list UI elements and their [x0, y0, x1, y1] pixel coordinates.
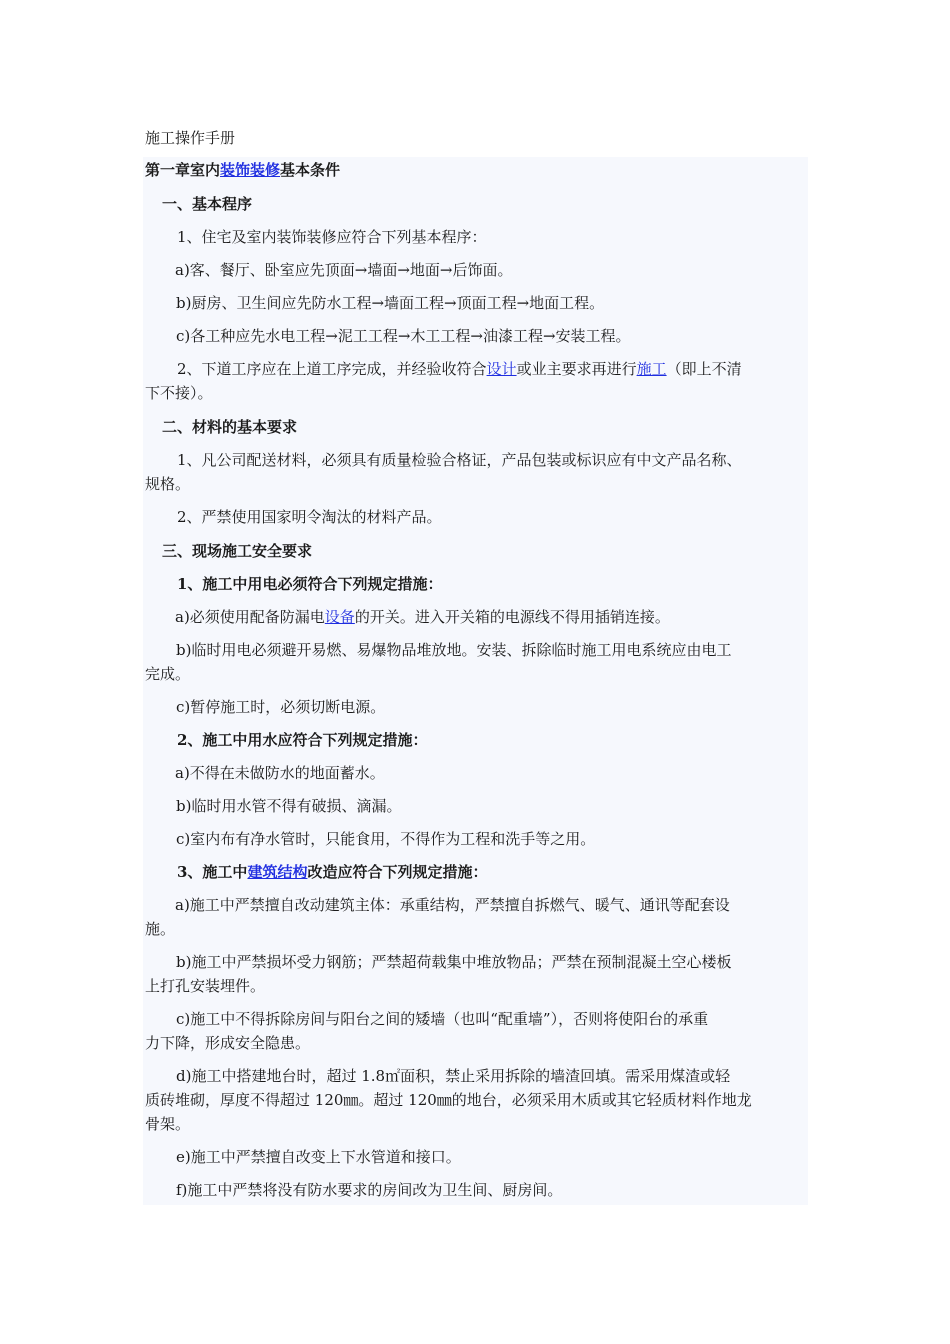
paragraph: b)临时用电必须避开易燃、易爆物品堆放地。安装、拆除临时施工用电系统应由电工	[176, 641, 732, 659]
paragraph-continuation: 施。	[145, 920, 176, 938]
chapter-heading-text-end: 基本条件	[280, 161, 341, 179]
link-sheji[interactable]: 设计	[486, 360, 517, 378]
section-heading-site-safety: 三、现场施工安全要求	[162, 542, 313, 560]
content-panel	[143, 157, 808, 1205]
link-shebei[interactable]: 设备	[324, 608, 355, 626]
paragraph	[145, 357, 808, 381]
paragraph-text: a)必须使用配备防漏电	[175, 608, 325, 626]
paragraph: e)施工中严禁擅自改变上下水管道和接口。	[176, 1148, 461, 1166]
paragraph-continuation: 质砖堆砌，厚度不得超过 120㎜。超过 120㎜的地台，必须采用木质或其它轻质材料作地龙	[145, 1091, 752, 1109]
subsection-heading-text: 3、施工中	[177, 863, 248, 881]
subsection-heading-electricity: 1、施工中用电必须符合下列规定措施：	[177, 575, 443, 593]
subsection-heading-water: 2、施工中用水应符合下列规定措施：	[177, 731, 428, 749]
paragraph: a)施工中严禁擅自改动建筑主体：承重结构，严禁擅自拆燃气、暖气、通讯等配套设	[175, 896, 730, 914]
paragraph-continuation: 完成。	[145, 665, 191, 683]
paragraph: b)临时用水管不得有破损、滴漏。	[176, 797, 402, 815]
paragraph-text: 或业主要求再进行	[516, 360, 637, 378]
paragraph: c)施工中不得拆除房间与阳台之间的矮墙（也叫“配重墙”），否则将使阳台的承重	[176, 1010, 709, 1028]
link-jianzhujiegou[interactable]: 建筑结构	[247, 863, 308, 881]
section-heading-materials: 二、材料的基本要求	[162, 418, 298, 436]
paragraph: b)厨房、卫生间应先防水工程→墙面工程→顶面工程→地面工程。	[176, 294, 605, 312]
paragraph-continuation: 下不接）。	[145, 384, 213, 402]
paragraph: 1、住宅及室内装饰装修应符合下列基本程序：	[177, 228, 487, 246]
paragraph: d)施工中搭建地台时，超过 1.8㎡面积，禁止采用拆除的墙渣回填。需采用煤渣或轻	[176, 1067, 731, 1085]
link-shigong[interactable]: 施工	[636, 360, 667, 378]
paragraph: f)施工中严禁将没有防水要求的房间改为卫生间、厨房间。	[176, 1181, 563, 1199]
paragraph: 1、凡公司配送材料，必须具有质量检验合格证，产品包装或标识应有中文产品名称、	[177, 451, 742, 469]
paragraph: c)暂停施工时，必须切断电源。	[176, 698, 386, 716]
paragraph-continuation: 上打孔安装埋件。	[145, 977, 266, 995]
paragraph-continuation: 骨架。	[145, 1115, 191, 1133]
paragraph-text: （即上不清	[666, 360, 742, 378]
paragraph: c)各工种应先水电工程→泥工工程→木工工程→油漆工程→安装工程。	[176, 327, 631, 345]
paragraph: a)客、餐厅、卧室应先顶面→墙面→地面→后饰面。	[175, 261, 513, 279]
paragraph: b)施工中严禁损坏受力钢筋；严禁超荷载集中堆放物品；严禁在预制混凝土空心楼板	[176, 953, 732, 971]
paragraph-continuation: 规格。	[145, 475, 191, 493]
paragraph: 2、严禁使用国家明令淘汰的材料产品。	[177, 508, 442, 526]
document-title: 施工操作手册	[145, 129, 236, 147]
paragraph: a)不得在未做防水的地面蓄水。	[175, 764, 385, 782]
chapter-heading	[145, 158, 808, 182]
paragraph-text: 2、下道工序应在上道工序完成，并经验收符合	[177, 360, 487, 378]
chapter-heading-text: 第一章室内	[145, 161, 221, 179]
paragraph	[145, 605, 808, 629]
paragraph-text: 的开关。进入开关箱的电源线不得用插销连接。	[354, 608, 670, 626]
paragraph-continuation: 力下降，形成安全隐患。	[145, 1034, 311, 1052]
subsection-heading-structure	[145, 860, 808, 884]
link-zhuangxiu[interactable]: 装修	[250, 161, 281, 179]
subsection-heading-text: 改造应符合下列规定措施：	[307, 863, 488, 881]
section-heading-basic-procedure: 一、基本程序	[162, 195, 253, 213]
paragraph: c)室内布有净水管时，只能食用，不得作为工程和洗手等之用。	[176, 830, 596, 848]
link-zhuangshi[interactable]: 装饰	[220, 161, 251, 179]
